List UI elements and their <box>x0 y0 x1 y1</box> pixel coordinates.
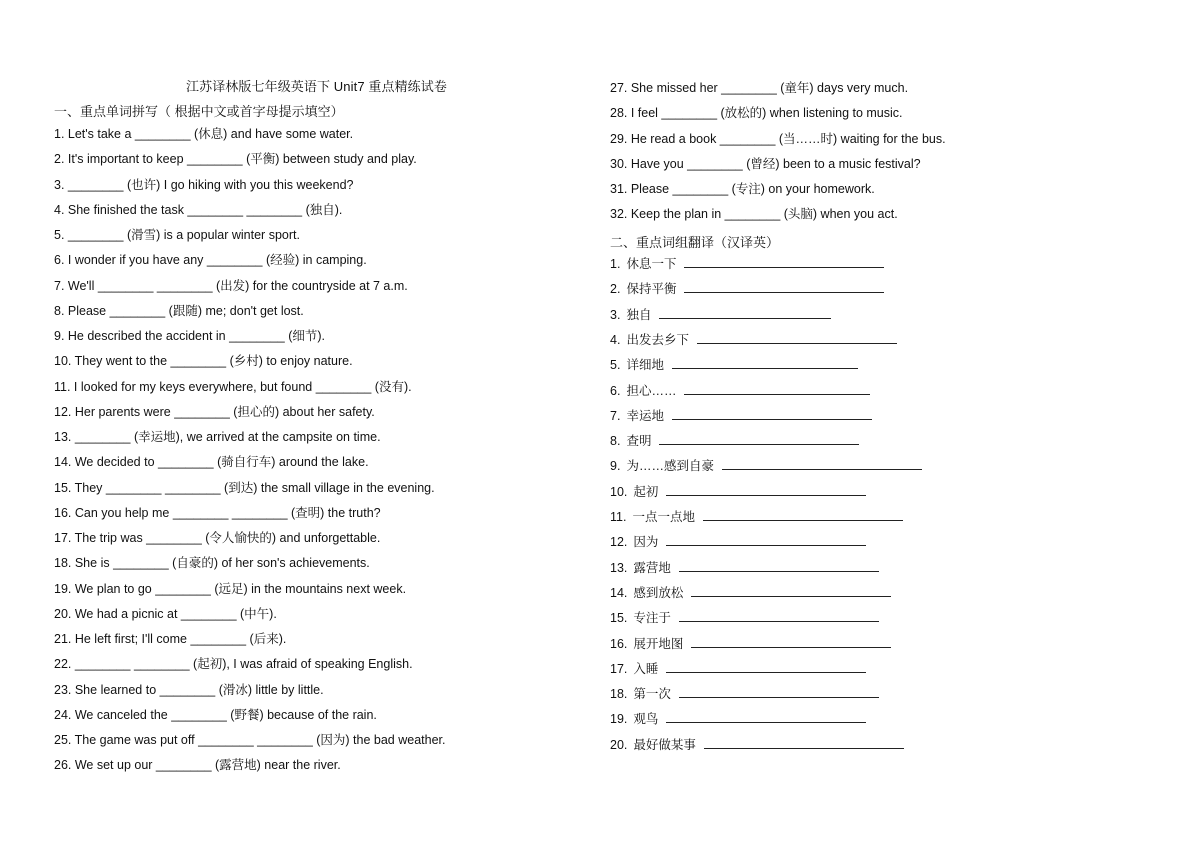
fill-blank-item: 3. ________ (也许) I go hiking with you this weekend? <box>54 177 354 192</box>
fill-blank-item: 25. The game was put off ________ ________ (因为) the bad weather. <box>54 733 446 747</box>
fill-blank-item: 7. We'll ________ ________ (出发) for the countryside at 7 a.m. <box>54 278 408 293</box>
item-number: 6. <box>610 383 621 398</box>
chinese-phrase: 观鸟 <box>633 712 659 727</box>
chinese-phrase: 第一次 <box>633 687 671 702</box>
fill-blank-item: 26. We set up our ________ (露营地) near the river. <box>54 758 341 773</box>
chinese-phrase: 出发去乡下 <box>626 332 689 347</box>
chinese-phrase: 因为 <box>633 535 659 550</box>
fill-blank-item: 6. I wonder if you have any ________ (经验) in camping. <box>54 253 367 268</box>
fill-blank-item: 12. Her parents were ________ (担心的) about her safety. <box>54 404 375 419</box>
chinese-phrase: 休息一下 <box>626 257 677 271</box>
answer-blank[interactable] <box>679 687 879 698</box>
phrase-translation-item <box>610 534 866 550</box>
phrase-translation-item <box>610 458 922 474</box>
fill-blank-item: 21. He left first; I'll come ________ (后来). <box>54 632 287 646</box>
answer-blank[interactable] <box>684 384 870 395</box>
answer-blank[interactable] <box>672 358 858 369</box>
chinese-phrase: 专注于 <box>633 611 671 626</box>
item-number: 9. <box>610 459 621 474</box>
answer-blank[interactable] <box>704 738 904 749</box>
chinese-phrase: 幸运地 <box>626 408 664 423</box>
answer-blank[interactable] <box>722 459 922 470</box>
fill-blank-item: 14. We decided to ________ (骑自行车) around the lake. <box>54 455 369 470</box>
fill-blank-item: 10. They went to the ________ (乡村) to enjoy nature. <box>54 354 353 369</box>
chinese-phrase: 露营地 <box>633 560 671 575</box>
phrase-translation-item <box>610 509 903 525</box>
phrase-translation-item <box>610 585 891 601</box>
fill-blank-item: 17. The trip was ________ (令人愉快的) and unforgettable. <box>54 531 381 545</box>
fill-blank-item: 20. We had a picnic at ________ (中午). <box>54 606 277 621</box>
fill-blank-item: 1. Let's take a ________ (休息) and have some water. <box>54 127 354 141</box>
answer-blank[interactable] <box>679 561 879 572</box>
item-number: 7. <box>610 408 621 423</box>
section1-heading: 一、重点单词拼写（ 根据中文或首字母提示填空） <box>54 104 344 119</box>
item-number: 1. <box>610 257 621 271</box>
fill-blank-item: 28. I feel ________ (放松的) when listening to music. <box>610 106 903 121</box>
fill-blank-item: 29. He read a book ________ (当……时) waiting for the bus. <box>610 131 946 146</box>
phrase-translation-item <box>610 307 831 323</box>
fill-blank-item: 13. ________ (幸运地), we arrived at the campsite on time. <box>54 430 381 444</box>
phrase-translation-item <box>610 357 858 373</box>
fill-blank-item: 31. Please ________ (专注) on your homework. <box>610 182 875 196</box>
chinese-phrase: 为……感到自豪 <box>626 459 714 474</box>
fill-blank-item: 5. ________ (滑雪) is a popular winter sport. <box>54 228 300 242</box>
phrase-translation-item <box>610 560 879 576</box>
item-number: 18. <box>610 687 628 702</box>
item-number: 10. <box>610 484 628 499</box>
chinese-phrase: 担心…… <box>626 383 677 398</box>
fill-blank-item: 18. She is ________ (自豪的) of her son's achievements. <box>54 556 370 571</box>
chinese-phrase: 查明 <box>626 434 652 449</box>
item-number: 17. <box>610 661 628 676</box>
item-number: 15. <box>610 611 628 626</box>
chinese-phrase: 起初 <box>633 484 659 499</box>
phrase-translation-item <box>610 484 866 500</box>
answer-blank[interactable] <box>672 409 872 420</box>
fill-blank-item: 11. I looked for my keys everywhere, but found ________ (没有). <box>54 379 412 394</box>
answer-blank[interactable] <box>659 308 831 319</box>
fill-blank-item: 2. It's important to keep ________ (平衡) between study and play. <box>54 152 417 167</box>
answer-blank[interactable] <box>666 712 866 723</box>
item-number: 2. <box>610 282 621 297</box>
page-title: 江苏译林版七年级英语下 Unit7 重点精练试卷 <box>186 79 447 94</box>
chinese-phrase: 保持平衡 <box>626 282 677 297</box>
item-number: 8. <box>610 434 621 449</box>
answer-blank[interactable] <box>684 257 884 268</box>
chinese-phrase: 感到放松 <box>633 585 684 600</box>
answer-blank[interactable] <box>679 611 879 622</box>
chinese-phrase: 展开地图 <box>633 636 684 651</box>
phrase-translation-item <box>610 408 872 424</box>
phrase-translation-item <box>610 332 897 348</box>
fill-blank-item: 19. We plan to go ________ (远足) in the mountains next week. <box>54 581 407 596</box>
phrase-translation-item <box>610 686 879 702</box>
phrase-translation-item <box>610 636 891 652</box>
item-number: 20. <box>610 737 628 752</box>
item-number: 11. <box>610 510 627 524</box>
item-number: 19. <box>610 712 628 727</box>
item-number: 13. <box>610 560 628 575</box>
fill-blank-item: 23. She learned to ________ (滑冰) little by little. <box>54 682 324 697</box>
chinese-phrase: 最好做某事 <box>633 737 696 752</box>
fill-blank-item: 32. Keep the plan in ________ (头脑) when you act. <box>610 207 898 222</box>
answer-blank[interactable] <box>666 662 866 673</box>
fill-blank-item: 8. Please ________ (跟随) me; don't get lost. <box>54 303 304 318</box>
fill-blank-item: 24. We canceled the ________ (野餐) because of the rain. <box>54 707 377 722</box>
item-number: 3. <box>610 307 621 322</box>
fill-blank-item: 30. Have you ________ (曾经) been to a music festival? <box>610 156 921 171</box>
answer-blank[interactable] <box>703 510 903 521</box>
chinese-phrase: 一点一点地 <box>632 510 695 524</box>
phrase-translation-item <box>610 737 904 753</box>
phrase-translation-item <box>610 661 866 677</box>
answer-blank[interactable] <box>666 485 866 496</box>
item-number: 16. <box>610 636 628 651</box>
section2-heading: 二、重点词组翻译（汉译英） <box>610 235 780 250</box>
fill-blank-item: 22. ________ ________ (起初), I was afraid of speaking English. <box>54 657 413 672</box>
chinese-phrase: 详细地 <box>626 358 664 373</box>
item-number: 14. <box>610 585 628 600</box>
item-number: 12. <box>610 535 628 550</box>
fill-blank-item: 15. They ________ ________ (到达) the small village in the evening. <box>54 480 435 495</box>
answer-blank[interactable] <box>684 282 884 293</box>
phrase-translation-item <box>610 281 884 297</box>
item-number: 4. <box>610 332 621 347</box>
item-number: 5. <box>610 358 621 373</box>
phrase-translation-item <box>610 383 870 399</box>
fill-blank-item: 16. Can you help me ________ ________ (查明) the truth? <box>54 505 381 520</box>
answer-blank[interactable] <box>691 637 891 648</box>
fill-blank-item: 27. She missed her ________ (童年) days very much. <box>610 81 909 95</box>
phrase-translation-item <box>610 610 879 626</box>
answer-blank[interactable] <box>666 535 866 546</box>
chinese-phrase: 独自 <box>626 307 652 322</box>
phrase-translation-item <box>610 256 884 272</box>
answer-blank[interactable] <box>659 434 859 445</box>
fill-blank-item: 4. She finished the task ________ ________ (独自). <box>54 202 343 217</box>
answer-blank[interactable] <box>691 586 891 597</box>
fill-blank-item: 9. He described the accident in ________ (细节). <box>54 329 325 343</box>
phrase-translation-item <box>610 711 866 727</box>
phrase-translation-item <box>610 433 859 449</box>
chinese-phrase: 入睡 <box>633 661 659 676</box>
answer-blank[interactable] <box>697 333 897 344</box>
